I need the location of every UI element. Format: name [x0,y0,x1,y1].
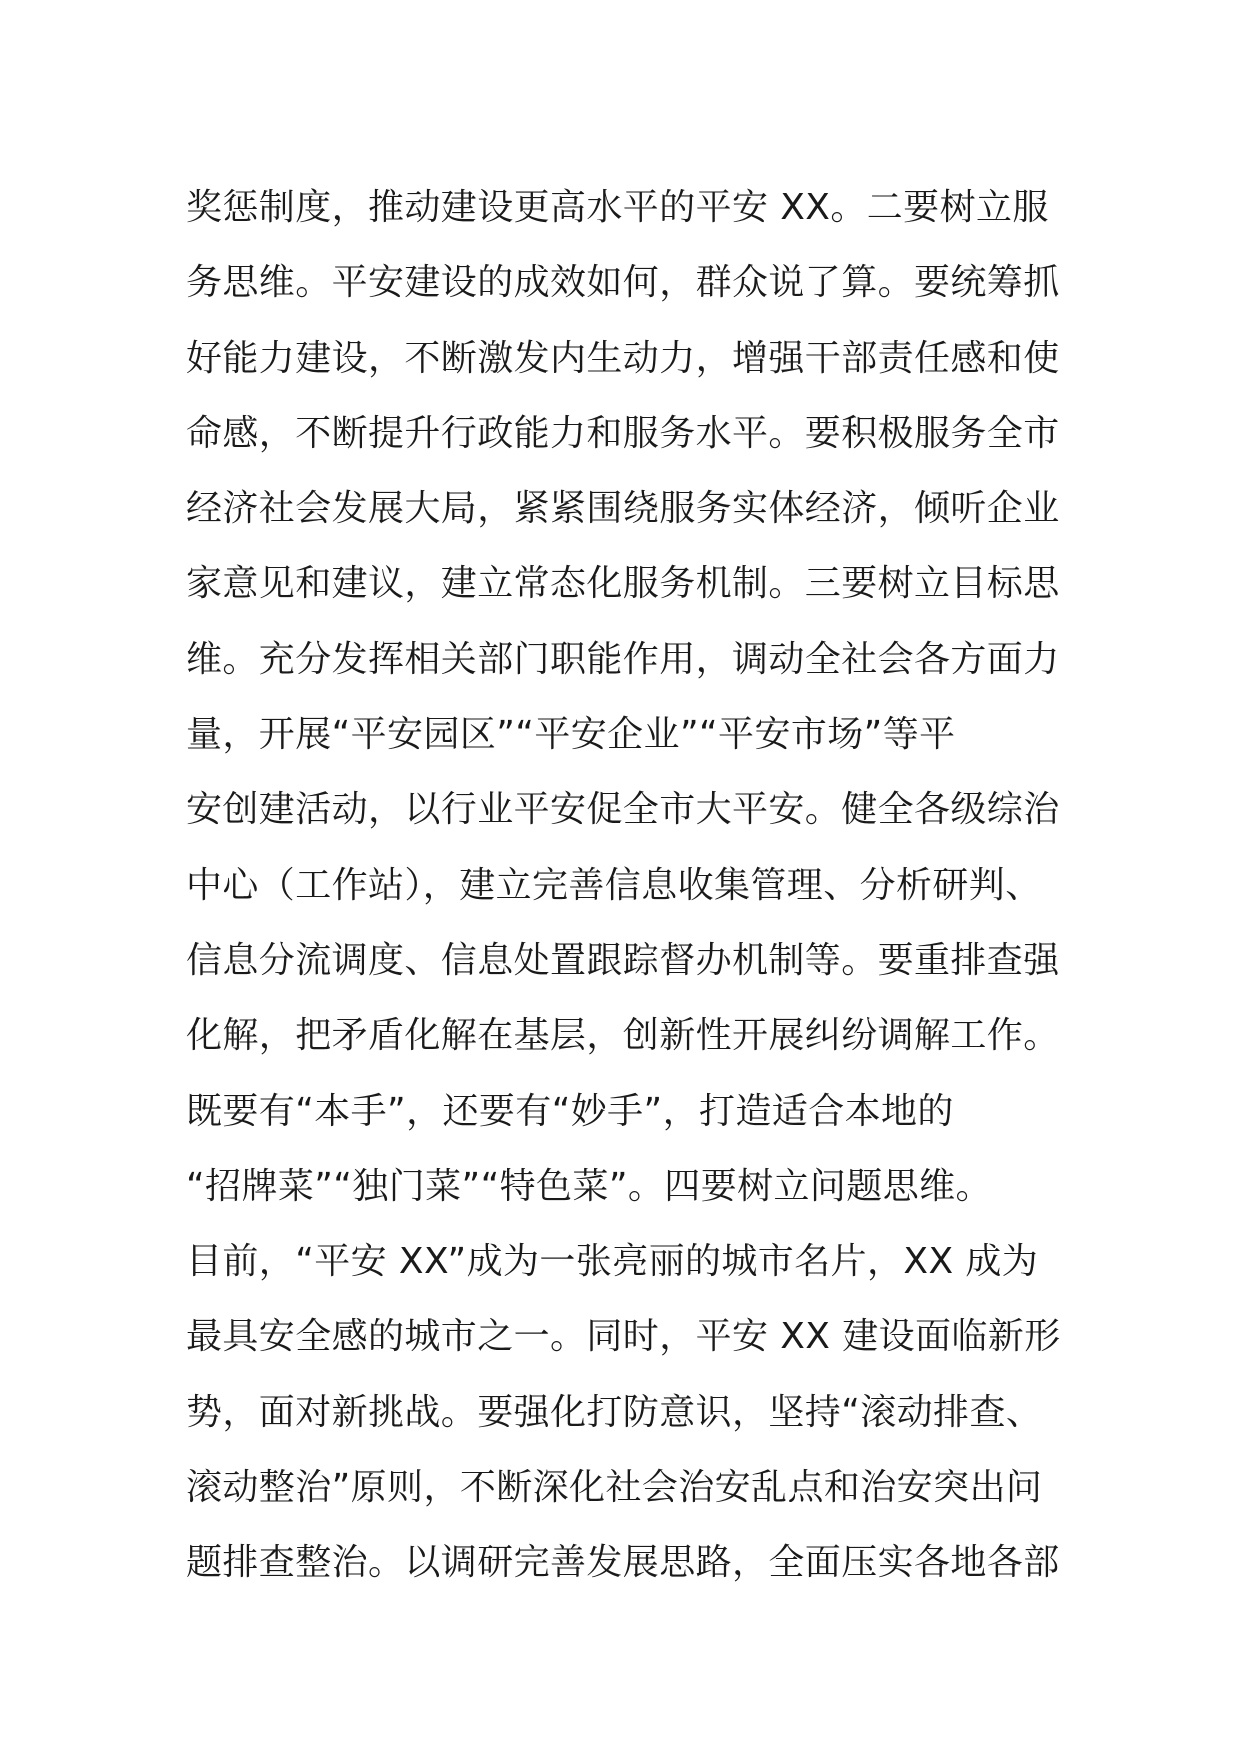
text-line: 最具安全感的城市之一。同时，平安 XX 建设面临新形 [186,1316,1061,1358]
text-line: 好能力建设，不断激发内生动力，增强干部责任感和使 [186,337,1060,379]
text-line: 家意见和建议，建立常态化服务机制。三要树立目标思 [186,563,1060,605]
text-line: “招牌菜”“独门菜”“特色菜”。四要树立问题思维。 [186,1165,992,1207]
text-line: 务思维。平安建设的成效如何，群众说了算。要统筹抓 [186,262,1060,304]
text-line: 中心（工作站），建立完善信息收集管理、分析研判、 [186,864,1042,906]
text-line: 安创建活动，以行业平安促全市大平安。健全各级综治 [186,789,1060,831]
text-line: 命感，不断提升行政能力和服务水平。要积极服务全市 [186,412,1060,454]
body-text [186,170,1066,1601]
text-line: 题排查整治。以调研完善发展思路，全面压实各地各部 [186,1542,1060,1584]
text-line: 化解，把矛盾化解在基层，创新性开展纠纷调解工作。 [186,1015,1060,1057]
text-line: 奖惩制度，推动建设更高水平的平安 XX。二要树立服 [186,187,1049,228]
text-line: 目前，“平安 XX”成为一张亮丽的城市名片，XX 成为 [186,1241,1039,1283]
text-line: 信息分流调度、信息处置跟踪督办机制等。要重排查强 [186,939,1060,981]
text-line: 量，开展“平安园区”“平安企业”“平安市场”等平 [186,714,956,756]
text-line: 势，面对新挑战。要强化打防意识，坚持“滚动排查、 [186,1391,1043,1433]
text-line: 滚动整治”原则，不断深化社会治安乱点和治安突出问 [186,1467,1043,1509]
text-line: 既要有“本手”，还要有“妙手”，打造适合本地的 [186,1090,954,1132]
text-line: 经济社会发展大局，紧紧围绕服务实体经济，倾听企业 [186,488,1060,530]
text-line: 维。充分发挥相关部门职能作用，调动全社会各方面力 [186,638,1060,680]
